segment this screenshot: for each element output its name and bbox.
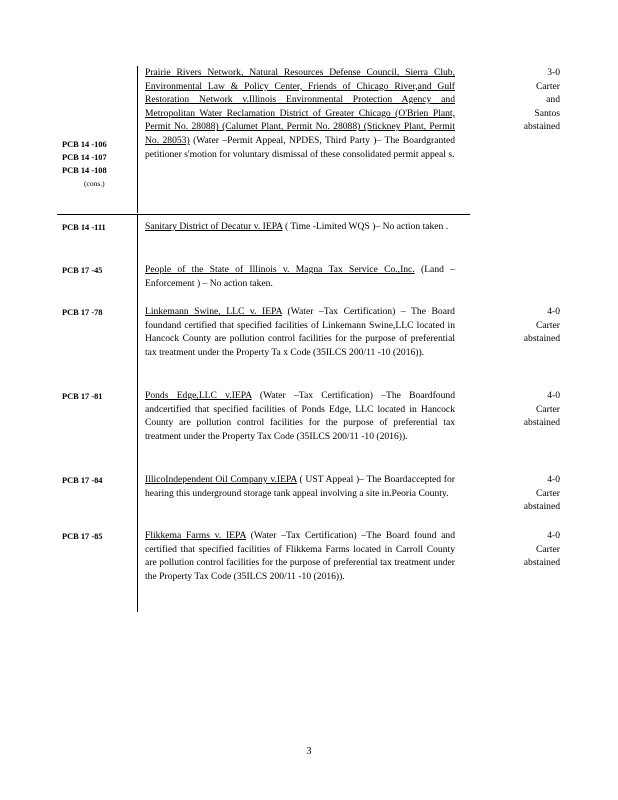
column-divider-top [137,66,138,213]
action-text: ( Time -Limited WQS )– No action taken . [282,221,449,232]
entry-description [145,389,455,443]
case-number: PCB 14 -106 [62,140,107,149]
case-caption: Prairie Rivers Network, Natural Resources Defense Council, Sierra Club, Environmental Law & Policy Center, Friends of Chicago River,and Gulf Restoration Network v.Illinois Environmental Protection Agency and Metropolitan Water Reclamation District of Greater Chicago (O'Brien Plant, Permit No. 28088) (Calumet Plant, Permit No. 28088) (Stickney Plant, Permit No. 28053) [145,67,455,146]
case-number: PCB 14 -108 [62,166,107,175]
case-number: PCB 17 -84 [62,476,103,485]
case-number-block [62,390,132,403]
entry-description [145,473,455,500]
vote-line: 4-0 [547,390,560,401]
case-number-block [62,264,132,277]
vote-line: abstained [523,501,560,513]
action-text: (Water –Permit Appeal, NPDES, Third Party )– The Boardgranted petitioner s'motion for voluntary dismissal of these consolidated permit appeal s. [145,134,455,160]
vote-line: Carter [536,403,560,415]
action-text: (Land –Enforcement ) – No action taken. [145,264,455,289]
case-number: PCB 14 -107 [62,153,107,162]
case-caption: IllicoIndependent Oil Company v.IEPA [145,474,297,485]
vote-tally [478,66,560,134]
entry-description [145,305,455,359]
vote-line: abstained [523,417,560,429]
vote-line: 4-0 [547,474,560,485]
action-text: ( UST Appeal )– The Boardaccepted for hearing this underground storage tank appeal involving a site in.Peoria County. [145,474,455,499]
action-text: (Water –Tax Certification) –The Boardfound andcertified that specified facilities of Ponds Edge, LLC located in Hancock County are pollution control facilities for the purpose of preferential tax treatment under the Property Tax Code (35ILCS 200/11 -10 (2016)). [145,390,455,442]
case-number: PCB 17 -81 [62,392,103,401]
vote-line: Santos [534,107,560,119]
case-caption: Sanitary District of Decatur v. IEPA [145,221,283,232]
page-number: 3 [306,746,312,757]
case-number: PCB 17 -78 [62,308,103,317]
vote-tally [478,529,560,570]
entry-description [145,220,455,234]
case-number: PCB 17 -45 [62,266,103,275]
case-caption: Linkemann Swine, LLC v. IEPA [145,306,282,317]
consolidated-label: (cons.) [84,179,105,188]
vote-line: Carter [536,319,560,331]
vote-tally [478,389,560,430]
vote-line: Carter [536,543,560,555]
vote-line: Carter [536,487,560,499]
action-text: (Water –Tax Certification) –The Board found and certified that specified facilities of Flikkema Farms located in Carroll County are pollution control facilities for the purpose of preferential tax treatment under the Property Tax Code (35ILCS 200/11 -10 (2016)). [145,530,455,582]
case-caption: Flikkema Farms v. IEPA [145,530,246,541]
case-caption: Ponds Edge,LLC v.IEPA [145,390,252,401]
entry-description [145,66,455,161]
vote-line: abstained [523,557,560,569]
vote-line: and [546,94,560,106]
vote-line: Carter [536,80,560,92]
vote-line: 3-0 [547,67,560,78]
case-number-block [62,138,132,190]
column-divider-bottom [137,215,138,612]
case-number-block [62,306,132,319]
vote-line: 4-0 [547,530,560,541]
action-text: (Water –Tax Certification) – The Board foundand certified that specified facilities of Linkemann Swine,LLC located in Hancock County are pollution control facilities for the purpose of preferential tax treatment under the Property Ta x Code (35ILCS 200/11 -10 (2016)). [145,306,455,358]
case-number-block [62,221,132,234]
case-number: PCB 14 -111 [62,223,106,232]
entry-description [145,529,455,583]
case-number-block [62,474,132,487]
vote-tally [478,305,560,346]
vote-line: 4-0 [547,306,560,317]
row-separator [57,214,470,215]
case-number-block [62,530,132,543]
vote-line: abstained [523,121,560,133]
vote-tally [478,473,560,514]
entry-description [145,263,455,290]
vote-line: abstained [523,333,560,345]
case-number: PCB 17 -85 [62,532,103,541]
case-caption: People of the State of Illinois v. Magna Tax Service Co.,Inc. [145,264,415,275]
